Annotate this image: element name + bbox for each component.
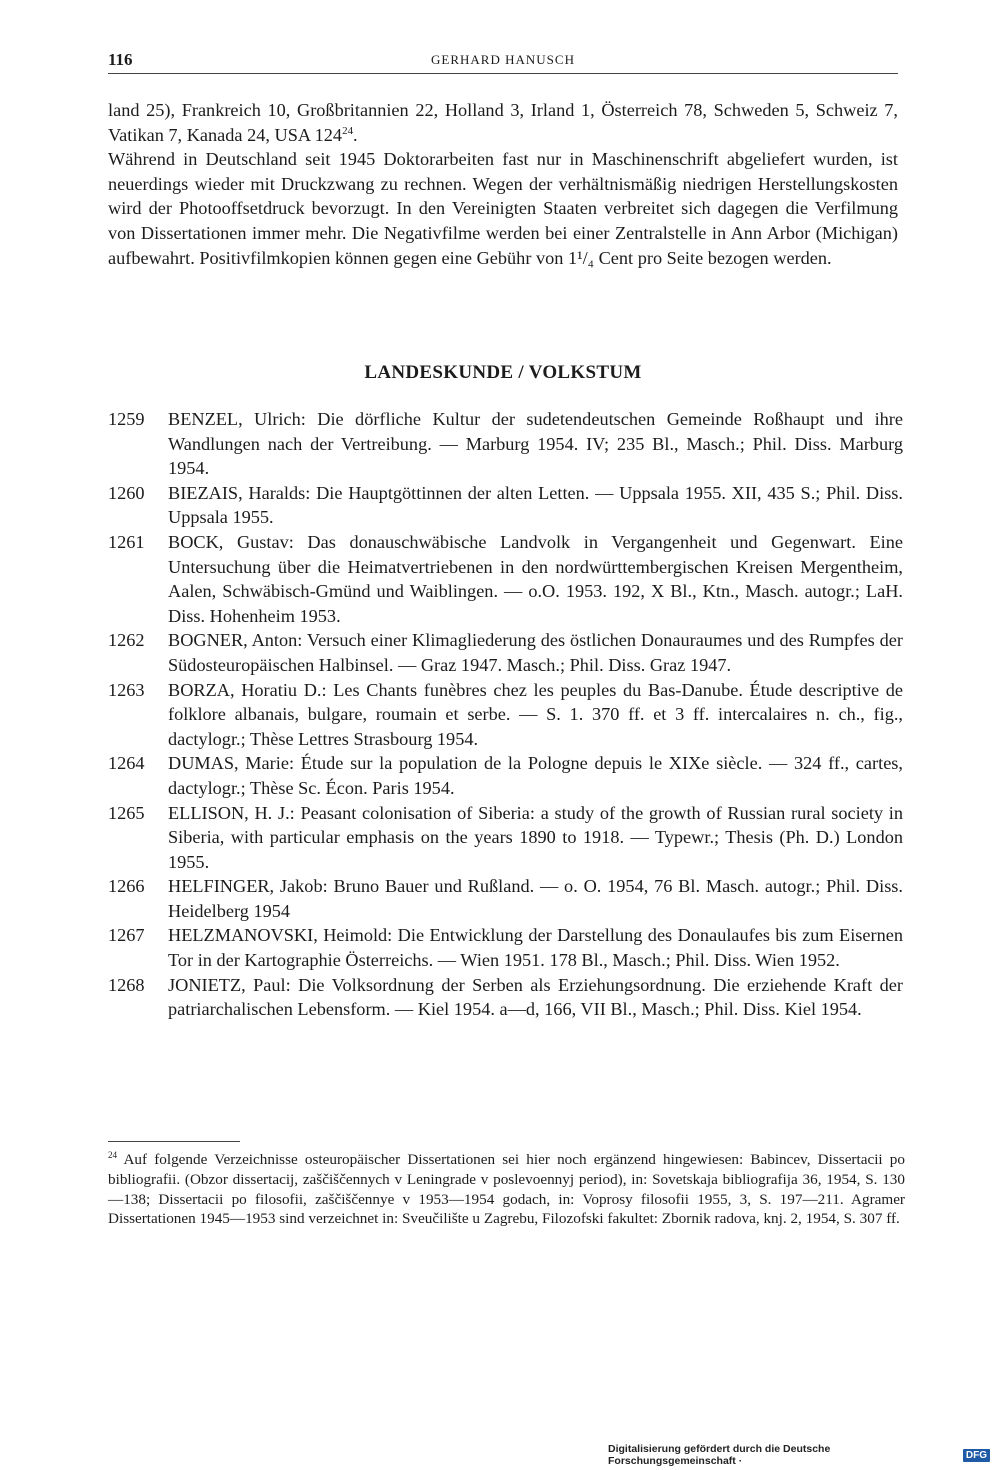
paragraph: Während in Deutschland seit 1945 Doktorarbeiten fast nur in Maschinenschrift abgeliefert wurden, ist neuerdings wieder mit Druckzwang zu rechnen. Wegen der verhältnismäßig niedrigen Herstellungskosten wird der Photooffsetdruck bevorzugt. In den Vereinigten Staaten verbreitet sich dagegen die Verfilmung von Dissertationen immer mehr. Die Negativfilme werden bei einer Zentralstelle in Ann Arbor (Michigan) aufbewahrt. Positivfilmkopien können gegen eine Gebühr von 1¹/₄ Cent pro Seite bezogen werden. — [108, 149, 898, 268]
list-item — [108, 801, 903, 875]
list-item — [108, 407, 903, 481]
entry-text: BORZA, Horatiu D.: Les Chants funèbres chez les peuples du Bas-Danube. Étude descriptive de folklore albanais, bulgare, roumain et serbe. — S. 1. 370 ff. et 3 ff. intercalaires n. ch., fig., dactylogr.; Thèse Lettres Strasbourg 1954. — [168, 679, 903, 749]
entry-text: JONIETZ, Paul: Die Volksordnung der Serben als Erziehungsordnung. Die erziehende Kraft der patriarchalischen Lebensform. — Kiel 1954. a—d, 166, VII Bl., Masch.; Phil. Diss. Kiel 1954. — [168, 974, 903, 1020]
entry-number: 1267 — [108, 925, 145, 946]
entry-number: 1266 — [108, 876, 145, 897]
footnote-ref: 24 — [342, 124, 354, 137]
running-head: GERHARD HANUSCH — [431, 52, 575, 67]
paragraph — [108, 98, 898, 147]
entry-text: BOGNER, Anton: Versuch einer Klimagliederung des östlichen Donauraumes und des Rumpfes der Südosteuropäischen Halbinsel. — Graz 1947. Masch.; Phil. Diss. Graz 1947. — [168, 630, 903, 675]
paragraph-end: . — [353, 124, 358, 145]
page-number: 116 — [108, 50, 133, 69]
entry-number: 1260 — [108, 482, 145, 503]
entry-text: ELLISON, H. J.: Peasant colonisation of Siberia: a study of the growth of Russian rural society in Siberia, with particular emphasis on the years 1890 to 1918. — Typewr.; Thesis (Ph. D.) London 1955. — [168, 802, 903, 872]
entry-number: 1259 — [108, 409, 145, 429]
entry-text: BIEZAIS, Haralds: Die Hauptgöttinnen der alten Letten. — Uppsala 1955. XII, 435 S.; Phil. Diss. Uppsala 1955. — [168, 482, 903, 528]
list-item — [108, 973, 903, 1022]
entry-text: BENZEL, Ulrich: Die dörfliche Kultur der sudetendeutschen Gemeinde Roßhaupt und ihre Wandlungen nach der Vertreibung. — Marburg 1954. IV; 235 Bl., Masch.; Phil. Diss. Marburg 1954. — [168, 409, 903, 479]
entry-text: DUMAS, Marie: Étude sur la population de la Pologne depuis le XIXe siècle. — 324 ff., cartes, dactylogr.; Thèse Sc. Écon. Paris 1954. — [168, 753, 903, 798]
page-header — [108, 50, 898, 72]
entry-number: 1265 — [108, 802, 145, 823]
entry-text: BOCK, Gustav: Das donauschwäbische Landvolk in Vergangenheit und Gegenwart. Eine Untersuchung über die Heimatvertriebenen in den nordwürttembergischen Kreisen Mergentheim, Aalen, Schwäbisch-Gmünd und Waiblingen. — o.O. 1953. 192, X Bl., Ktn., Masch. autogr.; LaH. Diss. Hohenheim 1953. — [168, 531, 903, 626]
dfg-logo-icon: DFG — [963, 1449, 990, 1462]
entry-text: HELZMANOVSKI, Heimold: Die Entwicklung der Darstellung des Donaulaufes bis zum Eisernen Tor in der Kartographie Österreichs. — Wien 1951. 178 Bl., Masch.; Phil. Diss. Wien 1952. — [168, 925, 903, 971]
footnote — [108, 1150, 905, 1229]
paragraph-text: land 25), Frankreich 10, Großbritannien 22, Holland 3, Irland 1, Österreich 78, Schweden 5, Schweiz 7, Vatikan 7, Kanada 24, USA 124 — [108, 100, 898, 145]
entry-text: HELFINGER, Jakob: Bruno Bauer und Rußland. — o. O. 1954, 76 Bl. Masch. autogr.; Phil. Diss. Heidelberg 1954 — [168, 876, 903, 921]
footnote-rule — [108, 1141, 240, 1142]
footnote-marker: 24 — [108, 1149, 118, 1160]
list-item — [108, 751, 903, 800]
list-item — [108, 874, 903, 923]
entry-number: 1262 — [108, 630, 145, 651]
credit-text: Digitalisierung gefördert durch die Deutsche Forschungsgemeinschaft · — [608, 1443, 831, 1467]
digitization-credit — [608, 1443, 990, 1467]
entry-number: 1264 — [108, 753, 145, 774]
bibliography-list — [108, 407, 903, 1022]
list-item — [108, 923, 903, 972]
entry-number: 1261 — [108, 531, 145, 552]
list-item — [108, 678, 903, 752]
list-item — [108, 481, 903, 530]
list-item — [108, 530, 903, 628]
entry-number: 1263 — [108, 679, 145, 700]
entry-number: 1268 — [108, 974, 145, 995]
footnote-text: Auf folgende Verzeichnisse osteuropäischer Dissertationen sei hier noch ergänzend hingewiesen: Babincev, Dissertacii po bibliografii. (Obzor dissertacij, zaščiščennych v Leningrade v poslevoennyj period), in: Sovetskaja bibliografija 36, 1954, S. 130—138; Dissertacii po filosofii, zaščiščennye v 1953—1954 godach, in: Voprosy filosofii 1955, 3, S. 197—211. Agramer Dissertationen 1945—1953 sind verzeichnet in: Sveučilište u Zagrebu, Filozofski fakultet: Zbornik radova, knj. 2, 1954, S. 307 ff. — [108, 1151, 905, 1228]
header-rule — [108, 73, 898, 74]
section-heading: LANDESKUNDE / VOLKSTUM — [364, 362, 642, 383]
body-text — [108, 98, 898, 270]
list-item — [108, 628, 903, 677]
